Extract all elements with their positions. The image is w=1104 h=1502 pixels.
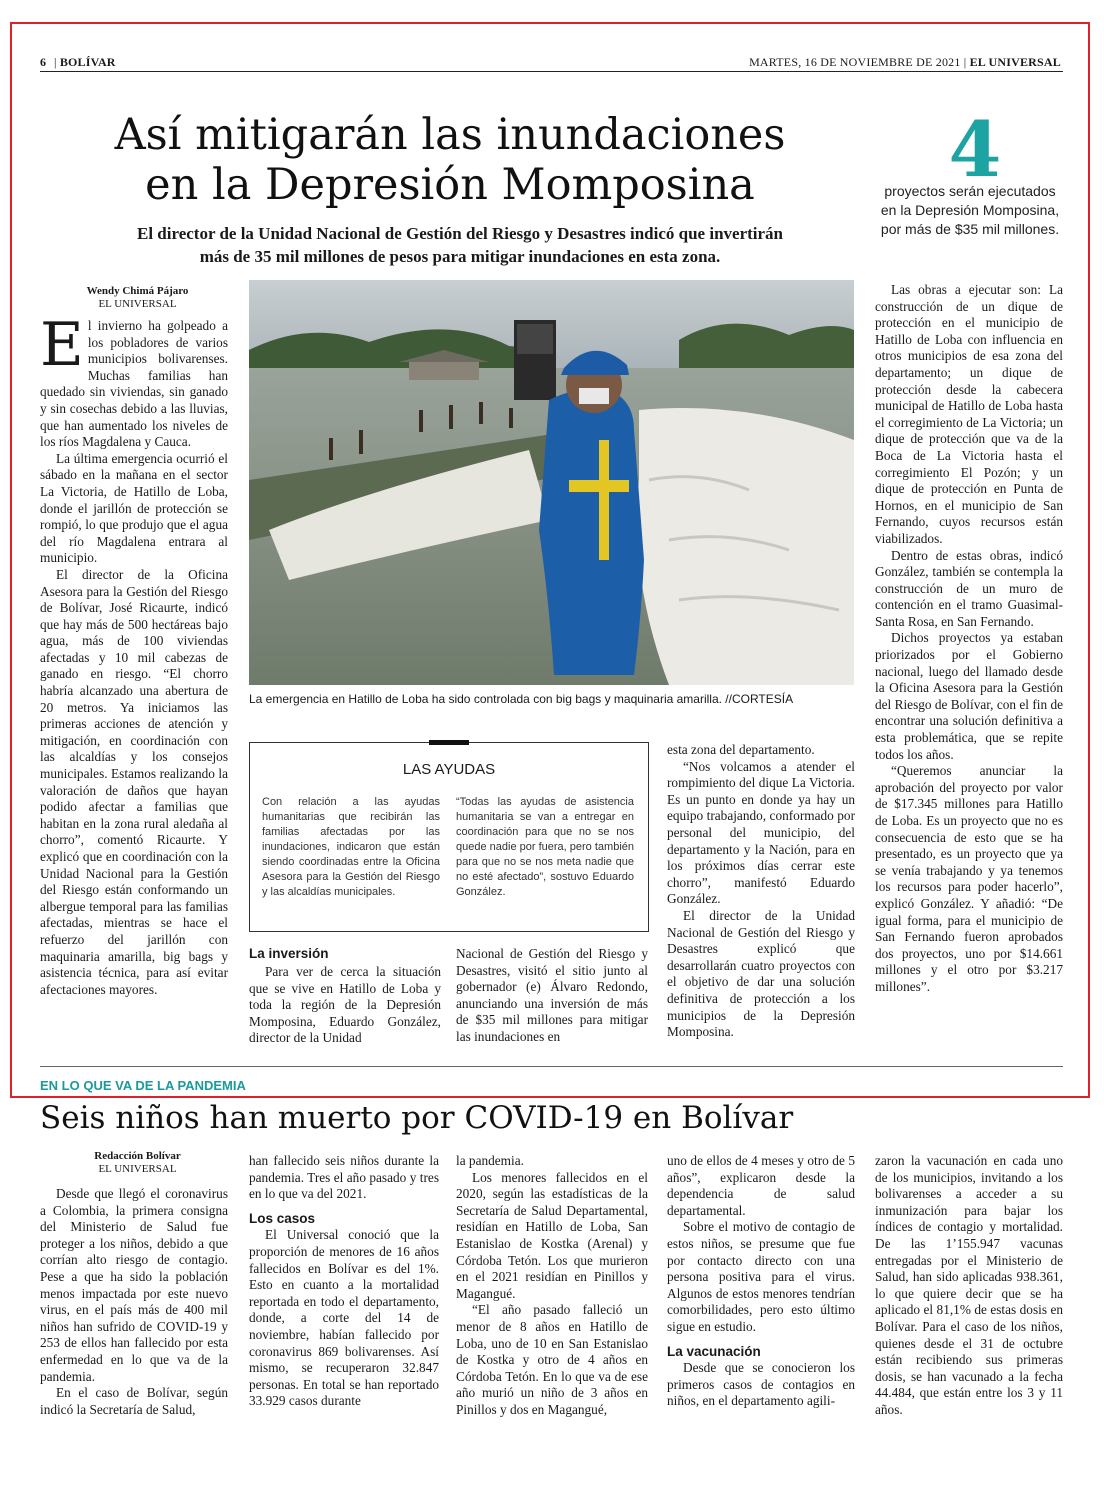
las-ayudas-box	[249, 742, 649, 932]
page-number: 6	[40, 55, 47, 69]
photo-caption: La emergencia en Hatillo de Loba ha sido controlada con big bags y maquinaria amarilla. //CORTESÍA	[249, 692, 794, 706]
box-column-1: Con relación a las ayudas humanitarias que recibirán las familias afectadas por las inundaciones, indicaron que están siendo coordinadas entre la Oficina Asesora para la Gestión del Riesgo y las alcaldías municipales.	[262, 796, 440, 898]
article2-column-4: uno de ellos de 4 meses y otro de 5 años”, explicaron desde la dependencia de salud departamental. Sobre el motivo de contagio de estos niños, se presume que fue por contacto directo con una persona positiva para el virus. Algunos de estos menores tendrían comorbilidades, pero esto último sigue en estudio. La vacunación Desde que se conocieron los primeros casos de contagios en niños, en el departamento agili-	[667, 1153, 855, 1409]
sidebar-number: 4	[948, 105, 1002, 194]
byline: Wendy Chimá Pájaro EL UNIVERSAL	[86, 285, 189, 310]
article2-column-2: han fallecido seis niños durante la pandemia. Tres el año pasado y tres en lo que va del 2021. Los casos El Universal conoció que la proporción de menores de 16 años fallecidos en Bolívar es del 1%. Esto en cuanto a la mortalidad reportada en todo el departamento, donde, a corte del 14 de noviembre, habían fallecido por coronavirus 869 bolivarenses. Así mismo, se recuperaron 32.847 personas. En total se han reportado 33.929 casos durante	[249, 1153, 439, 1409]
subhead-vacunacion: La vacunación	[667, 1343, 761, 1359]
section-label: | BOLÍVAR	[54, 55, 116, 69]
header-rule	[40, 71, 1063, 72]
headline-covid: Seis niños han muerto por COVID-19 en Bolívar	[40, 1100, 794, 1136]
issue-date: MARTES, 16 DE NOVIEMBRE DE 2021 | EL UNIVERSAL	[749, 55, 1061, 69]
article1-column-1: El invierno ha golpeado a los pobladores de varios municipios bolivarenses. Muchas familias han quedado sin viviendas, sin ganado y sin cosechas debido a las lluvias, que han aumentado los niveles de los ríos Magdalena y Cauca. La última emergencia ocurrió el sábado en la mañana en el sector La Victoria, de Hatillo de Loba, donde el jarillón de protección se rompió, lo que produjo que el agua del río Magdalena entrara al municipio. El director de la Oficina Asesora para la Gestión del Riesgo de Bolívar, José Ricaurte, indicó que hay más de 500 hectáreas bajo agua, más de 100 viviendas afectadas y 10 mil cabezas de ganado en riesgo. “El chorro habría alcanzado una abertura de 20 metros. Ya iniciamos las primeras acciones de atención y mitigación, en coordinación con las alcaldías y los consejos municipales. Estamos realizando la valoración de daños que hayan podido afectar a familias que habitan en la zona rural aledaña al chorro”, comentó Ricaurte. Y explicó que en coordinación con la Unidad Nacional para la Gestión del Riesgo están conformando un albergue temporal para las familias afectadas, mientras se hace el refuerzo del jarillón con maquinaria amarilla, big bags y asistencia técnica, para así evitar afectaciones mayores.	[40, 310, 228, 997]
subhead-casos: Los casos	[249, 1210, 316, 1226]
deck: El director de la Unidad Nacional de Gestión del Riesgo y Desastres indicó que invertirán más de 35 mil millones de pesos para mitigar inundaciones en esta zona.	[136, 224, 783, 266]
article2-column-1: Desde que llegó el coronavirus a Colombia, la primera consigna del Ministerio de Salud fue proteger a los niños, debido a que corrían alto riesgo de contagio. Pese a que ha sido la población menos impactada por este nuevo virus, en el país más de 400 mil niños han sufrido de COVID-19 y 253 de ellos han fallecido por esta enfermedad en lo que va de la pandemia. En el caso de Bolívar, según indicó la Secretaría de Salud,	[40, 1186, 228, 1417]
kicker: EN LO QUE VA DE LA PANDEMIA	[40, 1078, 246, 1093]
headline: Así mitigarán las inundaciones en la Depresión Momposina	[114, 110, 786, 210]
article2-column-3: la pandemia. Los menores fallecidos en el 2020, según las estadísticas de la Secretaría de Salud Departamental, residían en Hatillo de Loba, San Estanislao de Kostka (Arenal) y Córdoba Tetón. Los que murieron en el 2021 residían en Pinillos y Magangué. “El año pasado falleció un menor de 8 años en Hatillo de Loba, uno de 10 en San Estanislao de Kostka y otro de 4 años en Córdoba Tetón. En lo que va de ese año murió un niño de 3 años en Pinillos y dos en Magangué,	[456, 1153, 648, 1417]
article1-column-4: esta zona del departamento. “Nos volcamos a atender el rompimiento del dique La Victoria. Es un punto en donde ya hay un equipo trabajando, conformado por personal del municipio, del departamento y la Nación, para en los próximos días cerrar este chorro”, manifestó Eduardo González. El director de la Unidad Nacional de Gestión del Riesgo y Desastres explicó que desarrollarán cuatro proyectos con el objetivo de dar una solución definitiva de protección a los municipios de la Depresión Momposina.	[667, 742, 855, 1040]
subhead-inversion: La inversión	[249, 946, 329, 961]
article1-paragraph: La última emergencia ocurrió el sábado en la mañana en el sector La Victoria, de Hatillo de Loba, donde el jarillón de protección se rompió, lo que produjo que el agua del río Magdalena entrara al municipio.	[40, 450, 228, 566]
sidebar-text: proyectos serán ejecutados en la Depresión Momposina, por más de $35 mil millones.	[880, 183, 1060, 237]
article1-column-5: Las obras a ejecutar son: La construcción de un dique de protección en el municipio de Hatillo de Loba con influencia en otros municipios de esa zona del departamento; un dique de protección desde la cabecera municipal de Hatillo de Loba hasta el corregimiento de La Victoria; un dique de protección que va de la Boca de La Victoria hasta el corregimiento El Pozón; y un dique de protección en Punta de Hornos, en el municipio de San Fernando, cuyos recursos están viabilizados. Dentro de estas obras, indicó González, también se contempla la construcción de un muro de contención en el tramo Guasimal-Santa Rosa, en San Fernando. Dichos proyectos ya estaban priorizados por el Gobierno nacional, luego del llamado desde la Oficina Asesora para la Gestión del Riesgo de Bolívar, con el fin de encontrar una solución definitiva a esta problemática, que se repite todos los años. “Queremos anunciar la aprobación del proyecto por valor de $17.345 millones para Hatillo de Loba. Es un proyecto que no es consecuencia de esto que se ha presentado, es un proyecto que ya se venía trabajando y ya tenemos los recursos para poder hacerlo”, explicó González. Y añadió: “De igual forma, para el municipio de San Fernando fueron aprobados dos proyectos, uno por $14.661 millones y el otro por $3.217 millones”.	[875, 282, 1063, 994]
article1-column-2: Para ver de cerca la situación que se vive en Hatillo de Loba y toda la región de la Depresión Momposina, Eduardo González, director de la Unidad	[249, 964, 441, 1046]
article1-column-3: Nacional de Gestión del Riesgo y Desastres, visitó el sitio junto al gobernador (e) Álvaro Redondo, anunciando una inversión de más de $35 mil millones para mitigar las inundaciones en	[456, 946, 648, 1044]
flood-photo	[249, 280, 854, 685]
box-title: LAS AYUDAS	[402, 761, 496, 778]
box-tab	[429, 740, 469, 745]
box-column-2: “Todas las ayudas de asistencia humanitaria se van a entregar en coordinación para que no se nos quede nadie por fuera, pero también para que no se nos meta nadie que no esté afectado”, sostuvo Eduardo González.	[456, 796, 634, 898]
section-divider	[40, 1066, 1063, 1067]
drop-cap: E	[40, 310, 84, 380]
byline-covid: Redacción Bolívar EL UNIVERSAL	[94, 1150, 181, 1175]
article2-column-5: zaron la vacunación en cada uno de los municipios, invitando a los bolivarenses a acceder a su inmunización para bajar los índices de contagio y mortalidad. De las 1’155.947 vacunas entregadas por el Ministerio de Salud, han sido aplicadas 938.361, lo que quiere decir que se ha aplicado el 81,1% de estas dosis en Bolívar. Para el caso de los niños, quienes desde el 31 de octubre están recibiendo sus primeras dosis, se han vacunado a la fecha 44.484, que están entre los 3 y 11 años.	[875, 1153, 1063, 1417]
article1-paragraph: El director de la Oficina Asesora para la Gestión del Riesgo de Bolívar, José Ricaurte, indicó que hay más de 500 hectáreas bajo agua, más de 100 viviendas afectadas y 10 mil cabezas de ganado en riesgo. “El chorro habría alcanzado una abertura de 20 metros. Ya iniciamos las primeras acciones de atención y mitigación, en coordinación con las alcaldías y los consejos municipales. Estamos realizando la valoración de daños que hayan podido afectar a familias que habitan en la zona rural aledaña al chorro”, comentó Ricaurte. Y explicó que en coordinación con la Unidad Nacional para la Gestión del Riesgo están conformando un albergue temporal para las familias afectadas, mientras se hace el refuerzo del jarillón con maquinaria amarilla, big bags y asistencia técnica, para así evitar afectaciones mayores.	[40, 566, 228, 997]
